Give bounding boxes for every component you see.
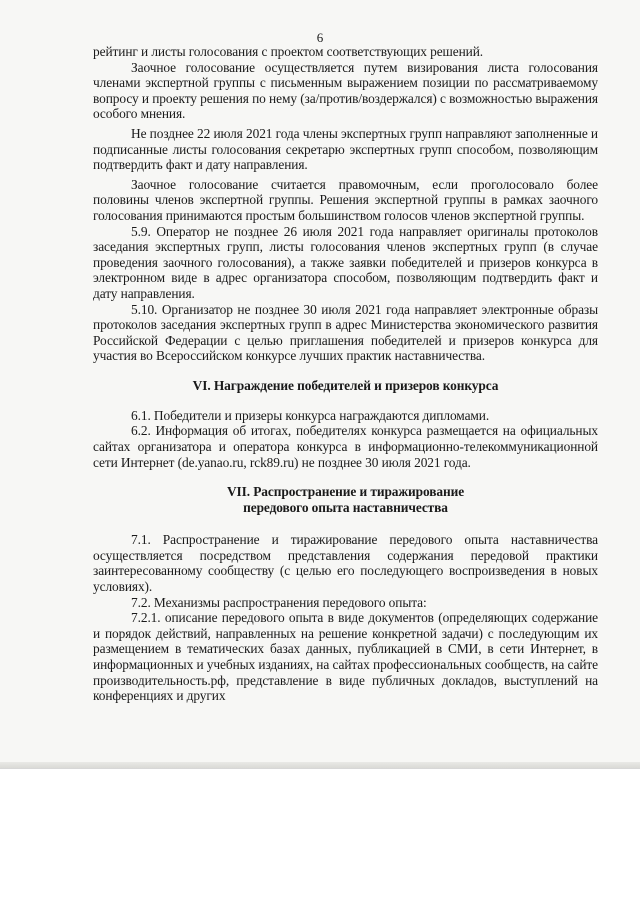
page-number: 6 [316,30,324,45]
paragraph: Не позднее 22 июля 2021 года члены экспертных групп направляют заполненные и подписанные листы голосования секретарю экспертных групп способом, позволяющим подтвердить факт и дату направления. [93,125,598,173]
paragraph: рейтинг и листы голосования с проектом соответствующих решений. [93,44,484,59]
document-body [93,44,598,704]
section-7-heading-line-1: VII. Распространение и тиражирование [226,484,465,500]
paragraph: 5.10. Организатор не позднее 30 июля 2021 года направляет электронные образы протоколов заседания экспертных групп в адрес Министерства экономического развития Российской Федерации с целью приглашения победителей и призеров конкурса для участия во Всероссийском конкурсе лучших практик наставничества. [93,301,598,364]
paragraph: 6.1. Победители и призеры конкурса награждаются дипломами. [131,407,490,423]
paragraph: 7.1. Распространение и тиражирование передового опыта наставничества осуществляется посредством представления содержания передовой практики заинтересованному сообществу (с целью его последующего воспроизведения в новых условиях). [93,532,598,595]
paragraph: 5.9. Оператор не позднее 26 июля 2021 года направляет оригиналы протоколов заседания экспертных групп, листы голосования членов экспертных групп (в случае проведения заочного голосования), а также заявки победителей и призеров конкурса в электронном виде в адрес организатора способом, позволяющим подтвердить факт и дату направления. [93,223,598,301]
section-7-heading [93,484,598,516]
paragraph: Заочное голосование считается правомочным, если проголосовало более половины членов экспертной группы. Решения экспертной группы в рамках заочного голосования принимаются простым большинством голосов членов экспертной группы. [93,176,598,223]
section-6-heading: VI. Награждение победителей и призеров конкурса [192,377,499,393]
paragraph: 6.2. Информация об итогах, победителях конкурса размещается на официальных сайтах организатора и оператора конкурса в информационно-телекоммуникационной сети Интернет (de.yanao.ru, rck89.ru) не позднее 30 июля 2021 года. [93,423,598,470]
paragraph: 7.2. Механизмы распространения передового опыта: [131,594,427,610]
section-7-heading-line-2: передового опыта наставничества [243,500,448,516]
paragraph: 7.2.1. описание передового опыта в виде документов (определяющих содержание и порядок действий, направленных на решение конкретной задачи) с последующим их размещением в тематических базах данных, публикацией в СМИ, в сети Интернет, в информационных и учебных изданиях, на сайтах профессиональных сообществ, на сайте производительность.рф, представление в виде публичных докладов, выступлений на конференциях и других [93,610,598,704]
paragraph: Заочное голосование осуществляется путем визирования листа голосования членами экспертной группы с письменным выражением позиции по рассматриваемому вопросу и проекту решения по нему (за/против/воздержался) с возможностью выражения особого мнения. [93,59,598,122]
